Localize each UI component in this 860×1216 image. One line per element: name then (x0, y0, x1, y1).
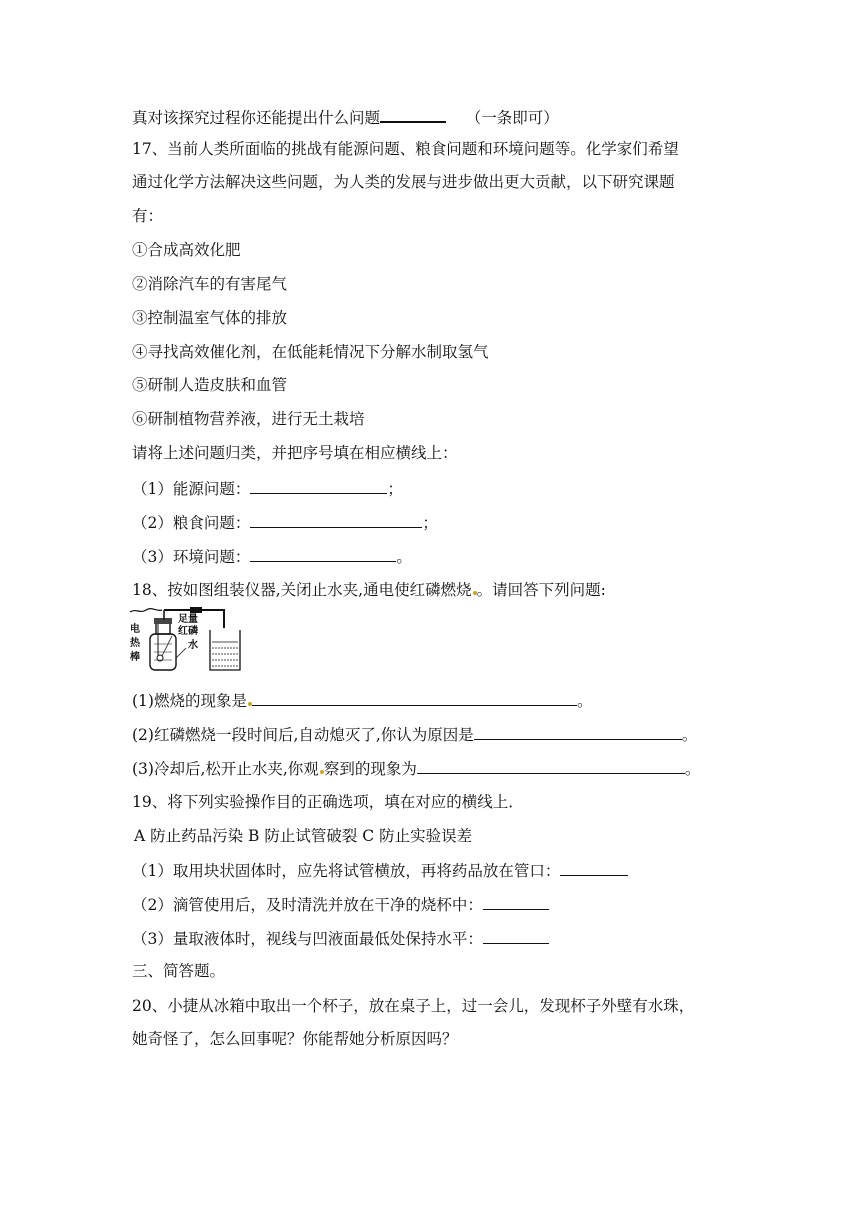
q20-line1: 20、小捷从冰箱中取出一个杯子，放在桌子上，过一会儿，发现杯子外壁有水珠， (132, 997, 695, 1015)
q16-tail-text: 真对该探究过程你还能提出什么问题 (132, 109, 381, 127)
q18-phenomenon-blank[interactable] (252, 690, 577, 706)
q17-sub3-label: （3）环境问题： (132, 548, 251, 566)
q16-answer-blank[interactable] (380, 106, 446, 123)
q17-stem-line1: 17、当前人类所面临的挑战有能源问题、粮食问题和环境问题等。化学家们希望 (132, 140, 679, 158)
q17-stem-line2: 通过化学方法解决这些问题，为人类的发展与进步做出更大贡献，以下研究课题 (132, 173, 675, 191)
q17-sub3 (132, 546, 412, 567)
q19-sub3 (132, 928, 549, 949)
q18-observation-blank[interactable] (417, 758, 685, 774)
q18-stem-end: 。请回答下列问题: (476, 581, 606, 599)
q19-answer-blank-2[interactable] (483, 894, 549, 910)
q17-sub1-label: （1）能源问题： (132, 480, 251, 498)
q19-sub2-text: （2）滴管使用后，及时清洗并放在干净的烧杯中： (132, 896, 483, 914)
q19-answer-blank-1[interactable] (560, 860, 628, 876)
q18-sub1-text: (1)燃烧的现象是 (132, 692, 247, 710)
figure-label-top: 足量 (178, 614, 198, 625)
q19-sub1 (132, 860, 628, 881)
q17-sub2 (132, 512, 438, 533)
q17-environment-blank[interactable] (250, 546, 396, 562)
q16-tail-line (132, 106, 559, 128)
q17-instruction: 请将上述问题归类，并把序号填在相应横线上： (132, 444, 458, 462)
figure-label-left: 电 (130, 624, 140, 635)
q17-sub3-end: 。 (396, 548, 412, 566)
q18-sub1-end: 。 (576, 692, 593, 710)
q17-sub1-end: ； (387, 480, 403, 498)
figure-label-water: 水 (188, 640, 198, 651)
q17-sub1 (132, 478, 403, 499)
q17-energy-blank[interactable] (250, 478, 387, 494)
q18-stem-text: 18、按如图组装仪器,关闭止水夹,通电使红磷燃烧 (132, 581, 472, 599)
q18-stem (132, 580, 606, 600)
q16-tail-note: （一条即可） (465, 109, 559, 127)
figure-label-top: 红磷 (178, 626, 198, 637)
q17-option: ③控制温室气体的排放 (132, 309, 288, 327)
q18-sub2-end: 。 (681, 726, 698, 744)
q18-sub2-text: (2)红磷燃烧一段时间后,自动熄灭了,你认为原因是 (132, 726, 474, 744)
q17-option: ①合成高效化肥 (132, 241, 241, 259)
q18-sub3-end: 。 (684, 760, 701, 778)
section-title: 三、简答题。 (132, 962, 226, 980)
q18-sub3-text-a: (3)冷却后,松开止水夹,你观 (132, 760, 319, 778)
q19-sub3-text: （3）量取液体时，视线与凹液面最低处保持水平： (132, 930, 483, 948)
red-phosphorus-apparatus-figure (128, 606, 254, 678)
figure-label-left: 热 (130, 638, 140, 649)
figure-label-left: 棒 (130, 652, 140, 663)
q19-stem: 19、将下列实验操作目的正确选项，填在对应的横线上． (132, 793, 524, 811)
q18-sub3 (132, 758, 700, 779)
q17-stem-line3: 有： (132, 207, 164, 225)
q19-sub1-text: （1）取用块状固体时，应先将试管横放，再将药品放在管口： (132, 862, 561, 880)
q18-sub2 (132, 724, 697, 745)
q19-sub2 (132, 894, 549, 915)
q17-option: ②消除汽车的有害尾气 (132, 275, 288, 293)
q19-choices: A 防止药品污染 B 防止试管破裂 C 防止实验误差 (134, 827, 473, 845)
q17-sub2-label: （2）粮食问题： (132, 514, 251, 532)
q18-sub1 (132, 690, 592, 711)
q17-food-blank[interactable] (250, 512, 422, 528)
q20-line2: 她奇怪了，怎么回事呢？你能帮她分析原因吗？ (132, 1030, 458, 1048)
q17-option: ⑤研制人造皮肤和血管 (132, 376, 288, 394)
q19-answer-blank-3[interactable] (483, 928, 549, 944)
q17-option: ④寻找高效催化剂，在低能耗情况下分解水制取氢气 (132, 343, 489, 361)
q18-reason-blank[interactable] (474, 724, 682, 740)
q18-sub3-text-b: 察到的现象为 (323, 760, 417, 778)
q17-option: ⑥研制植物营养液，进行无土栽培 (132, 410, 365, 428)
q17-sub2-end: ； (422, 514, 438, 532)
